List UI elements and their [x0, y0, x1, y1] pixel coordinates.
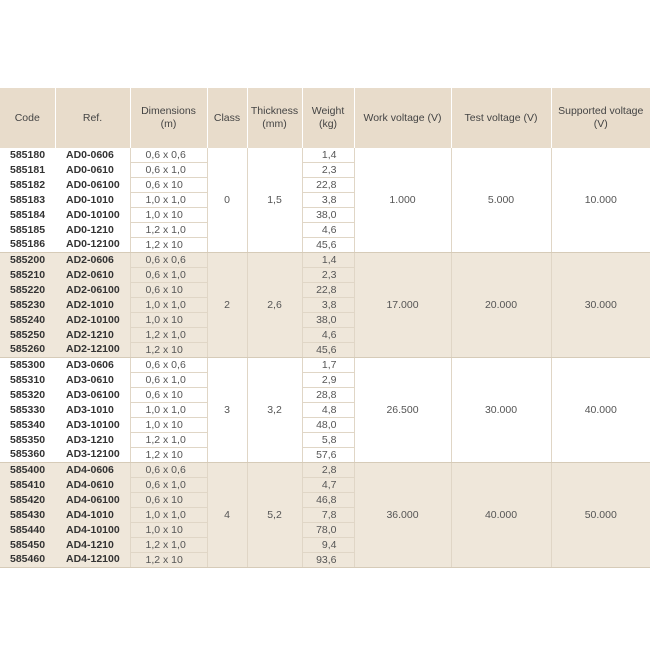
product-dimensions: 0,6 x 10: [130, 388, 207, 403]
group-class: 3: [207, 358, 247, 463]
product-ref: AD3-0610: [55, 373, 130, 388]
product-dimensions: 0,6 x 10: [130, 178, 207, 193]
product-dimensions: 0,6 x 0,6: [130, 253, 207, 268]
product-weight: 93,6: [302, 553, 354, 568]
product-weight: 9,4: [302, 538, 354, 553]
table-row: [0, 253, 650, 268]
product-weight: 1,7: [302, 358, 354, 373]
product-code: 585350: [0, 433, 55, 448]
product-weight: 4,7: [302, 478, 354, 493]
header-ref: Ref.: [55, 88, 130, 148]
header-row: [0, 88, 650, 148]
product-ref: AD0-10100: [55, 208, 130, 223]
header-class: Class: [207, 88, 247, 148]
product-code: 585240: [0, 313, 55, 328]
header-weight: Weight (kg): [302, 88, 354, 148]
group-thickness: 5,2: [247, 463, 302, 568]
product-code: 585300: [0, 358, 55, 373]
header-test-voltage: Test voltage (V): [451, 88, 551, 148]
product-dimensions: 1,2 x 1,0: [130, 433, 207, 448]
product-code: 585420: [0, 493, 55, 508]
product-dimensions: 1,2 x 1,0: [130, 328, 207, 343]
product-ref: AD2-0606: [55, 253, 130, 268]
product-dimensions: 1,2 x 10: [130, 343, 207, 358]
product-dimensions: 1,2 x 10: [130, 448, 207, 463]
product-weight: 2,8: [302, 463, 354, 478]
product-dimensions: 0,6 x 0,6: [130, 463, 207, 478]
product-dimensions: 1,0 x 1,0: [130, 403, 207, 418]
product-ref: AD3-06100: [55, 388, 130, 403]
product-dimensions: 1,0 x 1,0: [130, 298, 207, 313]
product-code: 585180: [0, 148, 55, 163]
group-class: 0: [207, 148, 247, 253]
table-body: [0, 148, 650, 568]
product-weight: 45,6: [302, 238, 354, 253]
group-supported-voltage: 30.000: [551, 253, 650, 358]
product-weight: 45,6: [302, 343, 354, 358]
product-code: 585460: [0, 553, 55, 568]
product-ref: AD3-1010: [55, 403, 130, 418]
product-code: 585182: [0, 178, 55, 193]
product-ref: AD2-10100: [55, 313, 130, 328]
product-weight: 38,0: [302, 313, 354, 328]
group-test-voltage: 40.000: [451, 463, 551, 568]
product-weight: 4,8: [302, 403, 354, 418]
product-code: 585200: [0, 253, 55, 268]
group-test-voltage: 20.000: [451, 253, 551, 358]
product-code: 585340: [0, 418, 55, 433]
product-dimensions: 1,2 x 10: [130, 238, 207, 253]
product-code: 585183: [0, 193, 55, 208]
product-weight: 22,8: [302, 178, 354, 193]
product-ref: AD2-06100: [55, 283, 130, 298]
product-dimensions: 0,6 x 0,6: [130, 148, 207, 163]
product-dimensions: 0,6 x 1,0: [130, 373, 207, 388]
product-ref: AD2-1010: [55, 298, 130, 313]
product-ref: AD4-0610: [55, 478, 130, 493]
group-class: 4: [207, 463, 247, 568]
group-supported-voltage: 10.000: [551, 148, 650, 253]
product-weight: 57,6: [302, 448, 354, 463]
product-code: 585220: [0, 283, 55, 298]
product-code: 585440: [0, 523, 55, 538]
group-supported-voltage: 40.000: [551, 358, 650, 463]
product-ref: AD4-1010: [55, 508, 130, 523]
group-test-voltage: 30.000: [451, 358, 551, 463]
product-spec-table: [0, 88, 650, 568]
product-code: 585210: [0, 268, 55, 283]
group-work-voltage: 17.000: [354, 253, 451, 358]
product-dimensions: 1,0 x 10: [130, 523, 207, 538]
product-weight: 4,6: [302, 328, 354, 343]
product-ref: AD4-12100: [55, 553, 130, 568]
product-code: 585186: [0, 238, 55, 253]
product-code: 585450: [0, 538, 55, 553]
product-ref: AD3-10100: [55, 418, 130, 433]
product-dimensions: 0,6 x 0,6: [130, 358, 207, 373]
group-thickness: 3,2: [247, 358, 302, 463]
product-weight: 46,8: [302, 493, 354, 508]
product-ref: AD4-1210: [55, 538, 130, 553]
product-ref: AD3-12100: [55, 448, 130, 463]
product-dimensions: 1,0 x 10: [130, 313, 207, 328]
product-weight: 3,8: [302, 298, 354, 313]
product-dimensions: 0,6 x 1,0: [130, 268, 207, 283]
product-weight: 28,8: [302, 388, 354, 403]
product-weight: 2,9: [302, 373, 354, 388]
group-thickness: 1,5: [247, 148, 302, 253]
product-weight: 2,3: [302, 163, 354, 178]
group-thickness: 2,6: [247, 253, 302, 358]
product-weight: 3,8: [302, 193, 354, 208]
product-code: 585310: [0, 373, 55, 388]
product-dimensions: 1,0 x 10: [130, 208, 207, 223]
table-row: [0, 463, 650, 478]
product-dimensions: 0,6 x 10: [130, 283, 207, 298]
product-code: 585430: [0, 508, 55, 523]
product-ref: AD0-06100: [55, 178, 130, 193]
group-supported-voltage: 50.000: [551, 463, 650, 568]
product-code: 585360: [0, 448, 55, 463]
group-class: 2: [207, 253, 247, 358]
product-code: 585184: [0, 208, 55, 223]
product-ref: AD4-0606: [55, 463, 130, 478]
product-dimensions: 1,2 x 1,0: [130, 538, 207, 553]
product-weight: 2,3: [302, 268, 354, 283]
product-ref: AD0-1210: [55, 223, 130, 238]
group-test-voltage: 5.000: [451, 148, 551, 253]
product-ref: AD0-0606: [55, 148, 130, 163]
header-thickness: Thickness (mm): [247, 88, 302, 148]
product-ref: AD2-12100: [55, 343, 130, 358]
product-dimensions: 1,2 x 10: [130, 553, 207, 568]
product-weight: 78,0: [302, 523, 354, 538]
product-weight: 22,8: [302, 283, 354, 298]
product-dimensions: 0,6 x 1,0: [130, 478, 207, 493]
product-ref: AD2-0610: [55, 268, 130, 283]
product-weight: 5,8: [302, 433, 354, 448]
product-weight: 38,0: [302, 208, 354, 223]
product-ref: AD3-0606: [55, 358, 130, 373]
product-code: 585400: [0, 463, 55, 478]
product-ref: AD0-12100: [55, 238, 130, 253]
product-code: 585181: [0, 163, 55, 178]
product-dimensions: 0,6 x 1,0: [130, 163, 207, 178]
product-code: 585330: [0, 403, 55, 418]
product-weight: 4,6: [302, 223, 354, 238]
product-code: 585250: [0, 328, 55, 343]
product-ref: AD4-06100: [55, 493, 130, 508]
product-dimensions: 1,0 x 10: [130, 418, 207, 433]
product-weight: 7,8: [302, 508, 354, 523]
table-row: [0, 148, 650, 163]
header-dimensions: Dimensions (m): [130, 88, 207, 148]
product-weight: 1,4: [302, 148, 354, 163]
product-dimensions: 1,0 x 1,0: [130, 193, 207, 208]
product-code: 585410: [0, 478, 55, 493]
product-ref: AD4-10100: [55, 523, 130, 538]
product-ref: AD2-1210: [55, 328, 130, 343]
header-supported-voltage: Supported voltage (V): [551, 88, 650, 148]
product-code: 585320: [0, 388, 55, 403]
product-code: 585260: [0, 343, 55, 358]
product-weight: 48,0: [302, 418, 354, 433]
product-ref: AD3-1210: [55, 433, 130, 448]
product-dimensions: 1,0 x 1,0: [130, 508, 207, 523]
product-ref: AD0-1010: [55, 193, 130, 208]
product-code: 585185: [0, 223, 55, 238]
product-code: 585230: [0, 298, 55, 313]
product-ref: AD0-0610: [55, 163, 130, 178]
header-code: Code: [0, 88, 55, 148]
group-work-voltage: 36.000: [354, 463, 451, 568]
group-work-voltage: 26.500: [354, 358, 451, 463]
table-row: [0, 358, 650, 373]
group-work-voltage: 1.000: [354, 148, 451, 253]
product-weight: 1,4: [302, 253, 354, 268]
product-dimensions: 0,6 x 10: [130, 493, 207, 508]
product-dimensions: 1,2 x 1,0: [130, 223, 207, 238]
header-work-voltage: Work voltage (V): [354, 88, 451, 148]
